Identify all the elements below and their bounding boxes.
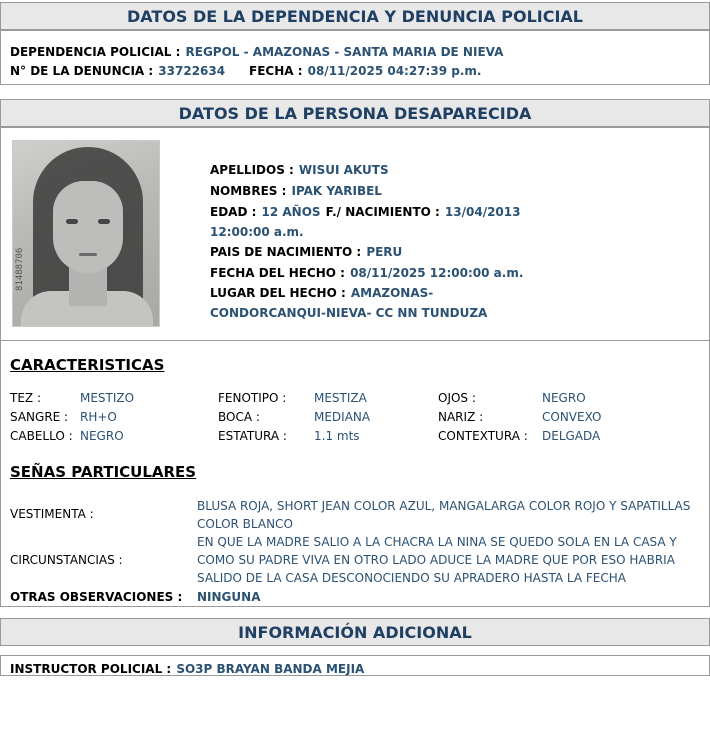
cabello-label: CABELLO : <box>10 429 73 443</box>
ojos-value: NEGRO <box>542 391 586 405</box>
denuncia-date-label: FECHA : <box>249 64 303 78</box>
tez-value: MESTIZO <box>80 391 135 405</box>
lugar-value-2: CONDORCANQUI-NIEVA- CC NN TUNDUZA <box>210 306 488 320</box>
adicional-box <box>0 655 710 676</box>
denuncia-number-label: N° DE LA DENUNCIA : <box>10 64 154 78</box>
circunstancias-value: EN QUE LA MADRE SALIO A LA CHACRA LA NINA SE QUEDO SOLA EN LA CASA Y COMO SU PADRE VIVA EN OTRO LADO ADUCE LA MADRE QUE POR ESO HABRIA SALIDO DE LA CASA DESCONOCIENDO SU APRADERO HASTA LA FECHA <box>197 535 677 585</box>
sangre-value: RH+O <box>80 410 117 424</box>
nombres-value: IPAK YARIBEL <box>291 184 382 198</box>
caracteristicas-title: CARACTERISTICAS <box>10 356 165 374</box>
apellidos-label: APELLIDOS : <box>210 163 294 177</box>
fenotipo-label: FENOTIPO : <box>218 391 287 405</box>
section-header-persona: DATOS DE LA PERSONA DESAPARECIDA <box>0 99 710 127</box>
sangre-label: SANGRE : <box>10 410 69 424</box>
nombres-label: NOMBRES : <box>210 184 287 198</box>
lugar-label: LUGAR DEL HECHO : <box>210 286 346 300</box>
edad-label: EDAD : <box>210 205 257 219</box>
apellidos-value: WISUI AKUTS <box>298 163 389 177</box>
instructor-label: INSTRUCTOR POLICIAL : <box>10 662 172 676</box>
senas-title: SEÑAS PARTICULARES <box>10 463 197 481</box>
fecha-hecho-value: 08/11/2025 12:00:00 a.m. <box>350 266 524 280</box>
circunstancias-label: CIRCUNSTANCIAS : <box>10 553 123 567</box>
section-header-adicional: INFORMACIÓN ADICIONAL <box>0 618 710 646</box>
lugar-value-1: AMAZONAS- <box>350 286 434 300</box>
missing-person-photo <box>12 140 160 327</box>
cabello-value: NEGRO <box>80 429 124 443</box>
denuncia-number-value: 33722634 <box>158 64 226 78</box>
nariz-value: CONVEXO <box>542 410 602 424</box>
denuncia-box <box>0 30 710 85</box>
nacimiento-label: F./ NACIMIENTO : <box>325 205 440 219</box>
nariz-label: NARIZ : <box>438 410 484 424</box>
dependencia-value: REGPOL - AMAZONAS - SANTA MARIA DE NIEVA <box>185 45 504 59</box>
boca-value: MEDIANA <box>314 410 371 424</box>
observaciones-value: NINGUNA <box>197 590 261 604</box>
fenotipo-value: MESTIZA <box>314 391 367 405</box>
vestimenta-label: VESTIMENTA : <box>10 507 94 521</box>
estatura-label: ESTATURA : <box>218 429 287 443</box>
nacimiento-hora: 12:00:00 a.m. <box>210 225 304 239</box>
pais-value: PERU <box>366 245 403 259</box>
contextura-label: CONTEXTURA : <box>438 429 528 443</box>
observaciones-label: OTRAS OBSERVACIONES : <box>10 590 183 604</box>
instructor-value: SO3P BRAYAN BANDA MEJIA <box>176 662 365 676</box>
section-header-dependencia: DATOS DE LA DEPENDENCIA Y DENUNCIA POLICIAL <box>0 2 710 30</box>
photo-id-code: 81488706 <box>15 247 25 291</box>
edad-value: 12 AÑOS <box>261 205 321 219</box>
pais-label: PAIS DE NACIMIENTO : <box>210 245 362 259</box>
fecha-hecho-label: FECHA DEL HECHO : <box>210 266 345 280</box>
nacimiento-value: 13/04/2013 <box>444 205 521 219</box>
contextura-value: DELGADA <box>542 429 601 443</box>
ojos-label: OJOS : <box>438 391 476 405</box>
boca-label: BOCA : <box>218 410 260 424</box>
denuncia-date-value: 08/11/2025 04:27:39 p.m. <box>307 64 482 78</box>
vestimenta-value: BLUSA ROJA, SHORT JEAN COLOR AZUL, MANGALARGA COLOR ROJO Y SAPATILLAS COLOR BLANCO <box>197 499 691 531</box>
dependencia-label: DEPENDENCIA POLICIAL : <box>10 45 181 59</box>
tez-label: TEZ : <box>10 391 41 405</box>
estatura-value: 1.1 mts <box>314 429 360 443</box>
